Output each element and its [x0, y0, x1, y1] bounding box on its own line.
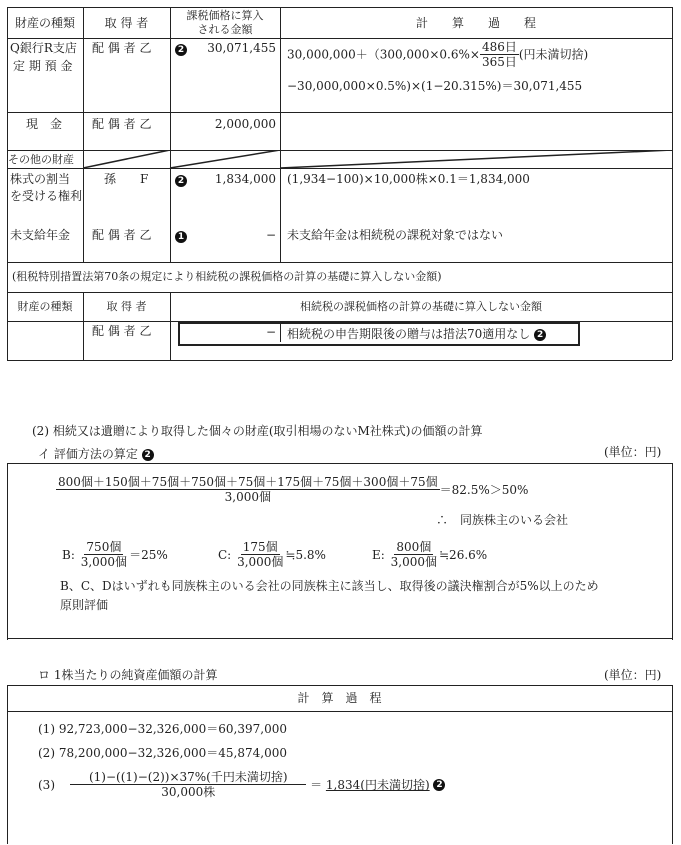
section-ro-header: 計 算 過 程	[297, 691, 382, 705]
header-taxable-amount-line2: される金額	[197, 23, 253, 36]
row1-amount: 30,071,455	[207, 41, 276, 55]
row5-amount: −	[265, 228, 276, 242]
sub-row-badge: 2	[534, 329, 546, 341]
row4-acquirer: 孫 F	[104, 172, 149, 186]
sub-row-acquirer: 配 偶 者 乙	[92, 324, 152, 338]
section-ro-line1: (1) 92,723,000−32,326,000＝60,397,000	[38, 722, 287, 736]
sub-row-amount: −	[265, 325, 276, 339]
sub-header-acquirer: 取 得 者	[106, 300, 147, 313]
exclusion-note: (租税特別措置法第70条の規定により相続税の課税価格の計算の基礎に算入しない金額)	[12, 270, 442, 283]
row5-badge: 1	[175, 231, 187, 243]
sub-row-note: 相続税の申告期限後の贈与は措法70適用なし 2	[287, 325, 546, 342]
section-ro-line3-badge: 2	[433, 779, 445, 791]
row4-calc: (1,934−100)×10,000株×0.1＝1,834,000	[287, 172, 530, 186]
row1-acquirer: 配 偶 者 乙	[92, 41, 152, 55]
section2-conclusion: ∴ 同族株主のいる会社	[436, 513, 569, 527]
section-ro-title: ロ 1株当たりの純資産価額の計算	[38, 668, 218, 682]
header-acquirer: 取 得 者	[104, 16, 149, 30]
section2-ratio-c: C: $\frac{\text{175個}}{\text{3,000個}}$ ≒5.8%	[218, 540, 326, 570]
section2-ratio-e: E: $\frac{\text{800個}}{\text{3,000個}}$ ≒26.6%	[372, 540, 488, 570]
section2-unit: (単位：円)	[604, 445, 662, 459]
row3-type: その他の財産	[8, 153, 74, 166]
row1-type-line2: 定 期 預 金	[13, 59, 73, 73]
row1-calc-line2: −30,000,000×0.5%)×(1−20.315%)＝30,071,455	[287, 79, 583, 93]
row2-amount: 2,000,000	[214, 117, 276, 131]
eq1-denominator: 3,000個	[224, 490, 271, 505]
section-ro-line3: (3) $\frac{\text{(1)−((1)−(2))×37\%(千円未満切捨)}}{\text{30,000株}}$ ＝ 1,834(円未満切捨) 2	[38, 770, 445, 800]
row2-type: 現 金	[26, 117, 63, 131]
section2-sub-i-badge: 2	[142, 449, 154, 461]
row4-badge: 2	[175, 175, 187, 187]
row4-type-line1: 株式の割当	[10, 172, 71, 186]
row1-type-line1: Q銀行R支店	[10, 41, 77, 55]
row1-calc-line1: 30,000,000＋（300,000×0.6%× $\frac{\text{486日}}{\text{365日}}$ (円未満切捨)	[287, 40, 589, 70]
eq1-numerator: 800個＋150個＋75個＋750個＋75個＋175個＋75個＋300個＋75個	[58, 475, 438, 489]
eq1-result: ＝82.5%＞50%	[439, 483, 529, 498]
section2-title: (2) 相続又は遺贈により取得した個々の財産(取引相場のないM社株式)の価額の計算	[32, 424, 483, 438]
section2-ratio-b: B: $\frac{\text{750個}}{\text{3,000個}}$ ＝25%	[62, 540, 168, 570]
row5-calc: 未支給年金は相続税の課税対象ではない	[287, 228, 504, 242]
sub-header-amount: 相続税の課税価格の計算の基礎に算入しない金額	[300, 300, 542, 313]
row4-type-line2: を受ける権利	[10, 189, 83, 203]
section2-text1: B、C、Dはいずれも同族株主のいる会社の同族株主に該当し、取得後の議決権割合が5%以上のため	[60, 579, 599, 593]
section-ro-box	[7, 685, 673, 844]
row5-type: 未支給年金	[10, 228, 71, 242]
row1-badge: 2	[175, 44, 187, 56]
header-property-type: 財産の種類	[14, 16, 75, 30]
section2-sub-i: イ 評価方法の算定 2	[38, 445, 154, 462]
row2-acquirer: 配 偶 者 乙	[92, 117, 152, 131]
row3-diagonals	[83, 150, 673, 169]
sub-header-property-type: 財産の種類	[17, 300, 73, 313]
line3-result: 1,834(円未満切捨)	[325, 778, 430, 793]
row4-amount: 1,834,000	[214, 172, 276, 186]
section2-text2: 原則評価	[60, 598, 109, 612]
header-calculation: 計 算 過 程	[415, 16, 536, 30]
section-ro-unit: (単位：円)	[604, 668, 662, 682]
section-ro-line2: (2) 78,200,000−32,326,000＝45,874,000	[38, 746, 287, 760]
section2-eq1	[56, 475, 528, 505]
header-taxable-amount-line1: 課税価格に算入	[186, 9, 264, 22]
row5-acquirer: 配 偶 者 乙	[92, 228, 152, 242]
